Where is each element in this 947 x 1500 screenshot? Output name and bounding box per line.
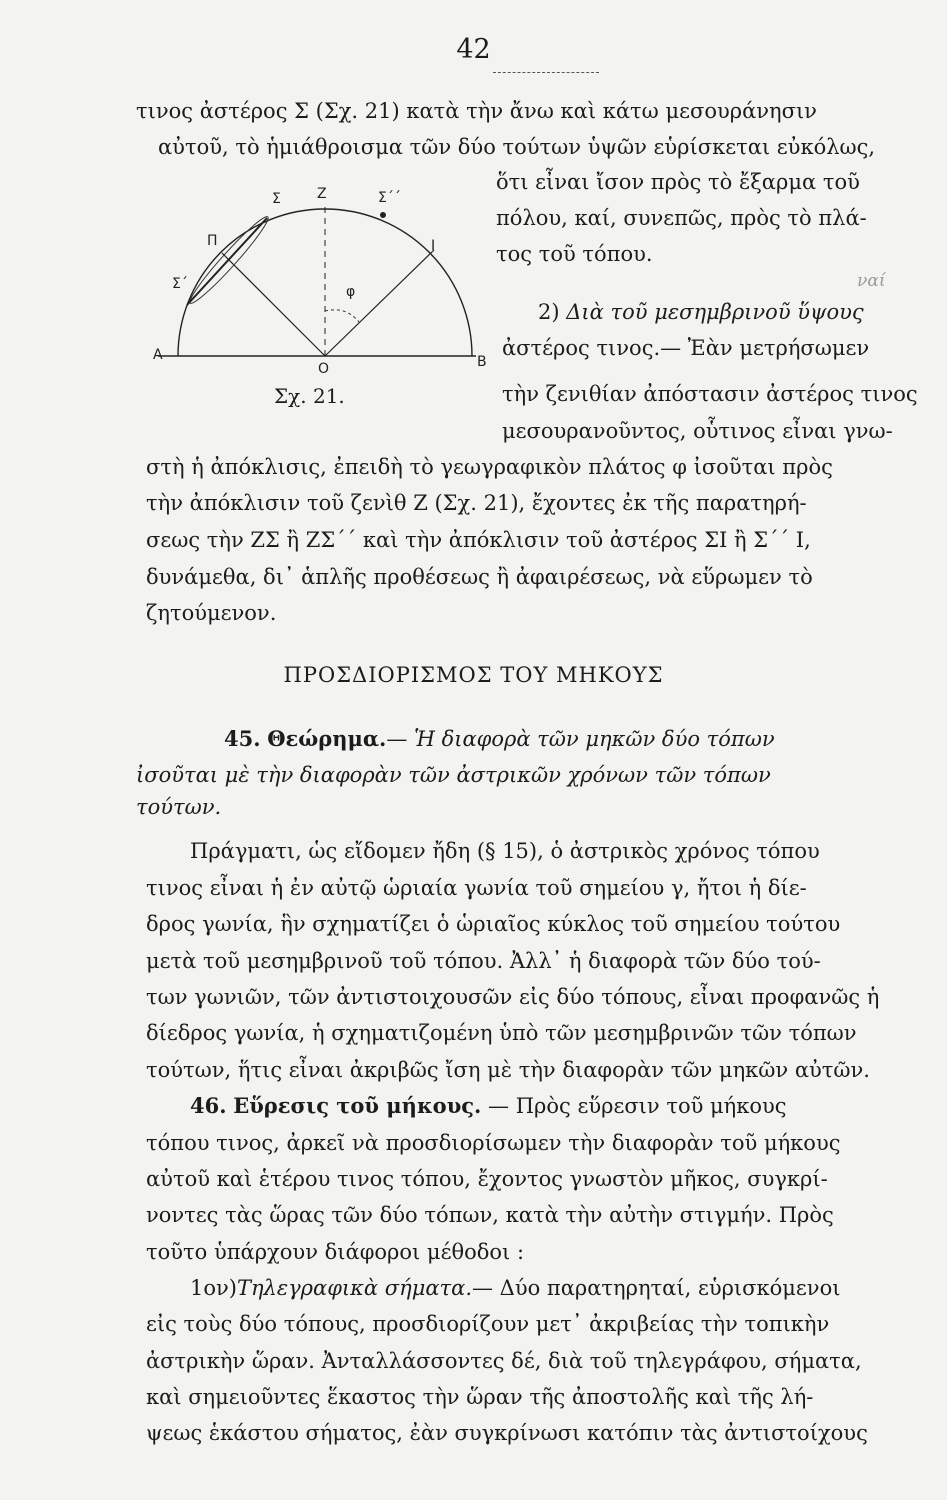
- text-line: τούτων, ἥτις εἶναι ἀκριβῶς ἴση μὲ τὴν διαφορὰν τῶν μηκῶν αὐτῶν.: [146, 1058, 870, 1082]
- text-line: τοῦτο ὑπάρχουν διάφοροι μέθοδοι :: [146, 1240, 525, 1264]
- text-line: τινος ἀστέρος Σ (Σχ. 21) κατὰ τὴν ἄνω καὶ κάτω μεσουράνησιν: [136, 99, 817, 123]
- section-45-heading: [224, 726, 775, 752]
- margin-note: ναί: [857, 271, 886, 291]
- text-line: τινος εἶναι ἡ ἐν αὐτῷ ὡριαία γωνία τοῦ σημείου γ, ἤτοι ἡ δίε-: [146, 876, 807, 900]
- label-zeta: Ζ: [317, 186, 327, 202]
- latitude-angle-arc: [325, 310, 359, 322]
- subsection-2-number: 2): [538, 300, 560, 324]
- section-45-title: Θεώρημα.: [267, 726, 387, 751]
- method-1-heading: [190, 1275, 840, 1301]
- section-45-statement: Ἡ διαφορὰ τῶν μηκῶν δύο τόπων: [414, 727, 775, 751]
- label-pi: Π: [207, 233, 218, 249]
- text-line: των γωνιῶν, τῶν ἀντιστοιχουσῶν εἰς δύο τόπους, εἶναι προφανῶς ἡ: [146, 985, 880, 1009]
- figure-caption: Σχ. 21.: [274, 384, 345, 408]
- label-iota: Ι: [431, 238, 436, 254]
- section-46-heading: [190, 1093, 787, 1119]
- text-line: τὴν ζενιθίαν ἀπόστασιν ἀστέρος τινος: [502, 382, 918, 406]
- text-line: στὴ ἡ ἀπόκλισις, ἐπειδὴ τὸ γεωγραφικὸν πλάτος φ ἰσοῦται πρὸς: [146, 455, 833, 479]
- text-line: σεως τὴν ΖΣ ἢ ΖΣ΄΄ καὶ τὴν ἀπόκλισιν τοῦ ἀστέρος ΣΙ ἢ Σ΄΄ Ι,: [146, 528, 811, 552]
- text-line: δρος γωνία, ἣν σχηματίζει ὁ ὡριαῖος κύκλος τοῦ σημείου τούτου: [146, 912, 841, 936]
- text-line: τούτων.: [136, 795, 222, 819]
- section-heading: ΠΡΟΣΔΙΟΡΙΣΜΟΣ ΤΟΥ ΜΗΚΟΥΣ: [283, 663, 664, 687]
- text-line: μεσουρανοῦντος, οὗτινος εἶναι γνω-: [502, 419, 893, 443]
- section-46-rest: — Πρὸς εὕρεσιν τοῦ μήκους: [481, 1094, 787, 1118]
- text-line: καὶ σημειοῦντες ἕκαστος τὴν ὥραν τῆς ἀποστολῆς καὶ τῆς λή-: [146, 1385, 814, 1409]
- text-line: νοντες τὰς ὥρας τῶν δύο τόπων, κατὰ τὴν αὐτὴν στιγμήν. Πρὸς: [146, 1203, 834, 1227]
- equator-line: [325, 250, 434, 356]
- method-1-number: 1ον): [190, 1276, 237, 1300]
- figure-21: [150, 158, 490, 388]
- page-number-rule: [493, 72, 599, 73]
- method-1-title: Τηλεγραφικὰ σήματα.: [236, 1276, 472, 1300]
- subsection-2-title: Διὰ τοῦ μεσημβρινοῦ ὕψους: [566, 300, 864, 324]
- text-line: ζητούμενον.: [146, 601, 277, 625]
- text-line: ψεως ἑκάστου σήματος, ἐὰν συγκρίνωσι κατόπιν τὰς ἀντιστοίχους: [146, 1421, 868, 1445]
- text-line: τόπου τινος, ἀρκεῖ νὰ προσδιορίσωμεν τὴν διαφορὰν τοῦ μήκους: [146, 1131, 841, 1155]
- section-46-title: Εὕρεσις τοῦ μήκους.: [233, 1093, 482, 1118]
- label-alpha: Α: [153, 347, 163, 363]
- text-line: πόλου, καί, συνεπῶς, πρὸς τὸ πλά-: [496, 206, 867, 230]
- label-sigma: Σ: [272, 191, 281, 207]
- text-line: τος τοῦ τόπου.: [496, 242, 653, 266]
- label-beta: Β: [477, 354, 487, 370]
- section-45-dash: —: [386, 727, 408, 751]
- text-line: εἰς τοὺς δύο τόπους, προσδιορίζουν μετ᾽ ἀκριβείας τὴν τοπικὴν: [146, 1312, 830, 1336]
- text-line: ἰσοῦται μὲ τὴν διαφορὰν τῶν ἀστρικῶν χρόνων τῶν τόπων: [136, 763, 771, 787]
- subsection-2-heading: [538, 299, 864, 325]
- label-sigma-prime: Σ΄: [172, 276, 188, 292]
- text-line: δίεδρος γωνία, ἡ σχηματιζομένη ὑπὸ τῶν μεσημβρινῶν τῶν τόπων: [146, 1021, 857, 1045]
- text-line: μετὰ τοῦ μεσημβρινοῦ τοῦ τόπου. Ἀλλ᾽ ἡ διαφορὰ τῶν δύο τού-: [146, 949, 821, 973]
- text-line: τὴν ἀπόκλισιν τοῦ ζενὶθ Ζ (Σχ. 21), ἔχοντες ἐκ τῆς παρατηρή-: [146, 491, 807, 515]
- method-1-rest: — Δύο παρατηρηταί, εὑρισκόμενοι: [472, 1276, 841, 1300]
- text-line: ἀστρικὴν ὥραν. Ἀνταλλάσσοντες δέ, διὰ τοῦ τηλεγράφου, σήματα,: [146, 1349, 862, 1373]
- page-number: 42: [456, 34, 491, 65]
- star-point: [380, 212, 386, 218]
- section-46-number: 46.: [190, 1093, 227, 1118]
- pole-line: [222, 253, 325, 356]
- label-phi: φ: [346, 284, 356, 300]
- orbit-chord: [187, 218, 267, 305]
- text-line: δυνάμεθα, δι᾽ ἁπλῆς προθέσεως ἢ ἀφαιρέσεως, νὰ εὕρωμεν τὸ: [146, 565, 813, 589]
- text-line: αὐτοῦ, τὸ ἡμιάθροισμα τῶν δύο τούτων ὑψῶν εὑρίσκεται εὐκόλως,: [158, 135, 876, 159]
- label-sigma-double: Σ΄΄: [378, 190, 401, 206]
- section-45-number: 45.: [224, 726, 261, 751]
- text-line: αὐτοῦ καὶ ἑτέρου τινος τόπου, ἔχοντος γνωστὸν μῆκος, συγκρί-: [146, 1167, 828, 1191]
- text-line: ὅτι εἶναι ἴσον πρὸς τὸ ἔξαρμα τοῦ: [496, 170, 860, 194]
- text-line: Πράγματι, ὡς εἴδομεν ἤδη (§ 15), ὁ ἀστρικὸς χρόνος τόπου: [190, 839, 820, 863]
- label-omicron: Ο: [318, 361, 330, 377]
- text-line: ἀστέρος τινος.— Ἐὰν μετρήσωμεν: [502, 336, 870, 360]
